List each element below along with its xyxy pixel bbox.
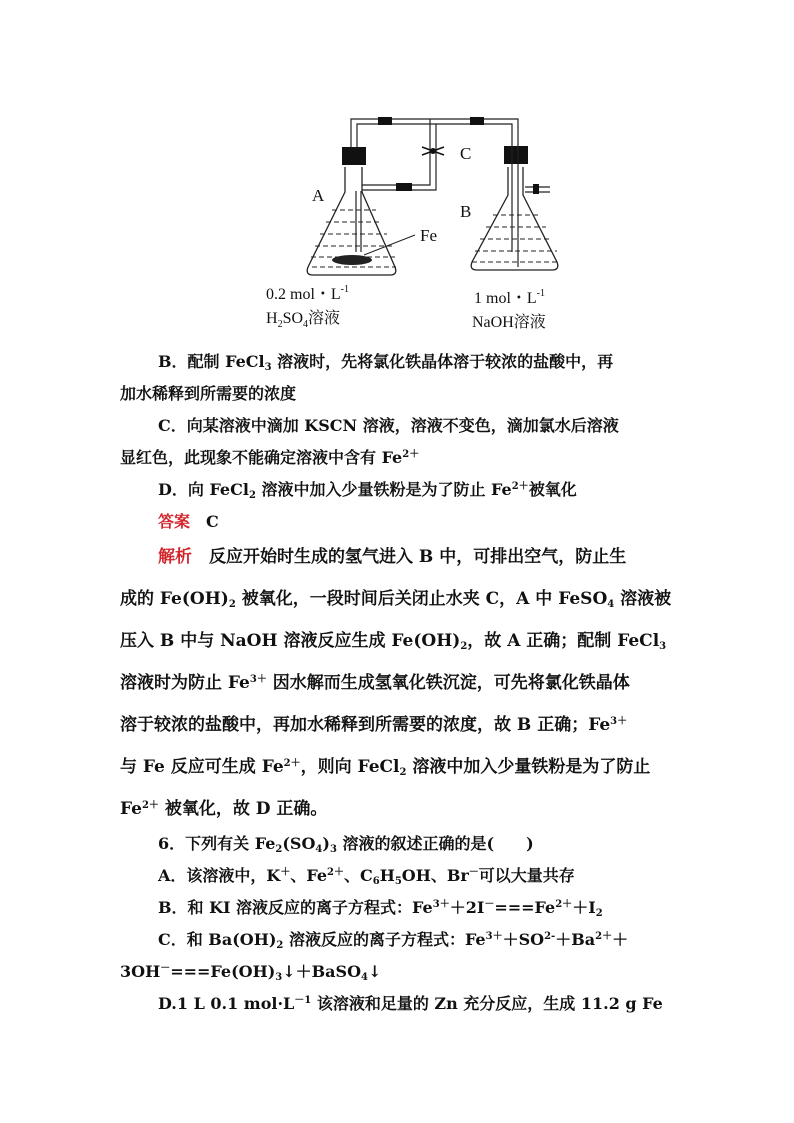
sub: 2 bbox=[399, 767, 407, 778]
q5-option-c-line2 bbox=[120, 448, 419, 468]
text: A．该溶液中，K bbox=[158, 866, 281, 885]
analysis-line7 bbox=[120, 798, 327, 820]
text: D．向 FeCl bbox=[158, 480, 249, 499]
text: (SO bbox=[282, 834, 316, 853]
text: 溶液中加入少量铁粉是为了防止 Fe bbox=[255, 480, 512, 499]
flask-a-solution bbox=[266, 309, 340, 330]
text: 、C bbox=[343, 866, 373, 885]
q5-option-d bbox=[158, 480, 577, 500]
text: 成的 Fe(OH) bbox=[120, 589, 229, 609]
text: 溶液中加入少量铁粉是为了防止 bbox=[406, 757, 651, 777]
label-fe: Fe bbox=[420, 226, 437, 245]
flask-b-conc-text: 1 mol・L bbox=[474, 290, 537, 307]
text: 因水解而生成氢氧化铁沉淀，可先将氯化铁晶体 bbox=[266, 673, 630, 693]
sub: 2 bbox=[275, 844, 283, 855]
q6-option-d bbox=[158, 994, 663, 1014]
label-b: B bbox=[460, 202, 472, 221]
analysis-line6 bbox=[120, 756, 650, 778]
flask-b bbox=[471, 146, 559, 270]
text: ＋SO bbox=[502, 930, 545, 949]
sup: 3＋ bbox=[249, 674, 267, 685]
text: 该溶液和足量的 Zn 充分反应，生成 11.2 g Fe bbox=[311, 994, 663, 1013]
text: 反应开始时生成的氢气进入 B 中，可排出空气，防止生 bbox=[192, 547, 627, 567]
text: 溶液的叙述正确的是( ) bbox=[336, 834, 534, 853]
sub: 3 bbox=[659, 641, 667, 652]
flask-a-conc-text: 0.2 mol・L bbox=[266, 286, 341, 303]
sub: 2 bbox=[595, 908, 603, 919]
text: 显红色，此现象不能确定溶液中含有 Fe bbox=[120, 448, 403, 467]
apparatus-diagram bbox=[250, 97, 582, 337]
sup: 2＋ bbox=[283, 758, 301, 769]
text: D.1 L 0.1 mol·L bbox=[158, 994, 295, 1013]
sub: 5 bbox=[394, 876, 402, 887]
q6-option-c-line1 bbox=[158, 930, 628, 950]
text: ，则向 FeCl bbox=[300, 757, 400, 777]
sub: 2 bbox=[276, 940, 284, 951]
q5-option-b-line1 bbox=[158, 352, 613, 372]
text: C．和 Ba(OH) bbox=[158, 930, 277, 949]
text: 被氧化 bbox=[528, 480, 577, 499]
sub: 3 bbox=[275, 972, 283, 983]
answer-label: 答案 bbox=[158, 512, 191, 531]
connecting-tubes bbox=[351, 119, 550, 267]
text: B．和 KI 溶液反应的离子方程式：Fe bbox=[158, 898, 433, 917]
text: ↓＋BaSO bbox=[282, 962, 362, 981]
sub: 2 bbox=[228, 599, 236, 610]
sup: 3＋ bbox=[610, 716, 628, 727]
text: 、Fe bbox=[290, 866, 327, 885]
sup: － bbox=[160, 963, 171, 974]
text: 溶于较浓的盐酸中，再加水稀释到所需要的浓度，故 B 正确；Fe bbox=[120, 715, 611, 735]
text: 6．下列有关 Fe bbox=[158, 834, 276, 853]
text: Fe bbox=[120, 799, 142, 819]
flask-a-stopper bbox=[342, 147, 366, 165]
text: ＋ bbox=[612, 930, 629, 949]
answer-value: C bbox=[206, 512, 219, 531]
text: 3OH bbox=[120, 962, 161, 981]
sup: 2＋ bbox=[141, 800, 159, 811]
analysis-line2 bbox=[120, 588, 671, 610]
text: 溶液时为防止 Fe bbox=[120, 673, 250, 693]
text: ===Fe bbox=[494, 898, 556, 917]
apparatus-figure bbox=[250, 97, 582, 337]
sup: 3＋ bbox=[485, 931, 503, 942]
q6-option-a bbox=[158, 866, 575, 886]
analysis-line5 bbox=[120, 714, 627, 736]
text: 溶液被 bbox=[614, 589, 672, 609]
sub: 2 bbox=[460, 641, 468, 652]
flask-a-sol-sub2: 2 bbox=[277, 319, 283, 330]
sup: 2- bbox=[544, 931, 556, 942]
analysis-line3 bbox=[120, 630, 666, 652]
flask-b-conc-sup: -1 bbox=[536, 288, 546, 299]
text: H bbox=[379, 866, 395, 885]
label-a: A bbox=[312, 186, 325, 205]
text: ，故 A 正确；配制 FeCl bbox=[467, 631, 660, 651]
text: OH、Br bbox=[401, 866, 469, 885]
flask-b-concentration bbox=[474, 288, 545, 307]
sup: 3＋ bbox=[432, 899, 450, 910]
flask-b-solution: NaOH溶液 bbox=[472, 314, 546, 331]
analysis-line1 bbox=[158, 546, 626, 568]
flask-a-sol-word: 溶液 bbox=[308, 310, 341, 327]
text: ＋I bbox=[572, 898, 596, 917]
q5-answer bbox=[158, 512, 219, 532]
analysis-line4 bbox=[120, 672, 630, 694]
text: 被氧化，故 D 正确。 bbox=[158, 799, 328, 819]
flask-a-concentration bbox=[266, 284, 349, 303]
text: 溶液反应的离子方程式：Fe bbox=[283, 930, 486, 949]
fe-pointer-line bbox=[364, 235, 415, 255]
sup: 2＋ bbox=[402, 449, 420, 460]
flask-a-sol-h: H bbox=[266, 310, 278, 327]
sup: 2＋ bbox=[511, 481, 529, 492]
analysis-label: 解析 bbox=[158, 547, 192, 567]
flask-a bbox=[307, 147, 396, 275]
text: 与 Fe 反应可生成 Fe bbox=[120, 757, 284, 777]
text: ＋Ba bbox=[555, 930, 596, 949]
sub: 2 bbox=[248, 490, 256, 501]
sub: 4 bbox=[607, 599, 615, 610]
text: ↓ bbox=[368, 962, 382, 981]
flask-a-conc-sup: -1 bbox=[340, 284, 350, 295]
text: ) bbox=[322, 834, 330, 853]
sup: － bbox=[484, 899, 495, 910]
text: 被氧化，一段时间后关闭止水夹 C，A 中 FeSO bbox=[235, 589, 608, 609]
sub: 4 bbox=[315, 844, 323, 855]
q5-option-c-line1: C．向某溶液中滴加 KSCN 溶液，溶液不变色，滴加氯水后溶液 bbox=[158, 416, 619, 435]
sub: 3 bbox=[264, 362, 272, 373]
flask-a-sol-sub4: 4 bbox=[303, 319, 309, 330]
sup: ＋ bbox=[280, 867, 291, 878]
flask-a-sol-so: SO bbox=[282, 310, 304, 327]
q6-option-b bbox=[158, 898, 603, 918]
iron-pieces bbox=[332, 255, 372, 265]
text: 可以大量共存 bbox=[478, 866, 575, 885]
sub: 6 bbox=[372, 876, 380, 887]
sup: 2＋ bbox=[555, 899, 573, 910]
text: ===Fe(OH) bbox=[170, 962, 276, 981]
q5-option-b-line2: 加水稀释到所需要的浓度 bbox=[120, 384, 297, 403]
flask-b-stopper bbox=[504, 146, 528, 164]
text: ＋2I bbox=[449, 898, 485, 917]
sub: 4 bbox=[361, 972, 368, 983]
label-c: C bbox=[460, 144, 472, 163]
sup: 2＋ bbox=[327, 867, 344, 878]
sup: － bbox=[468, 867, 479, 878]
q6-stem bbox=[158, 834, 534, 854]
sub: 3 bbox=[329, 844, 337, 855]
clamp-c bbox=[422, 147, 444, 155]
text: 压入 B 中与 NaOH 溶液反应生成 Fe(OH) bbox=[120, 631, 461, 651]
text: 溶液时，先将氯化铁晶体溶于较浓的盐酸中，再 bbox=[271, 352, 614, 371]
sup: －1 bbox=[294, 995, 312, 1006]
sup: 2＋ bbox=[595, 931, 613, 942]
text: B．配制 FeCl bbox=[158, 352, 265, 371]
q6-option-c-line2 bbox=[120, 962, 381, 982]
